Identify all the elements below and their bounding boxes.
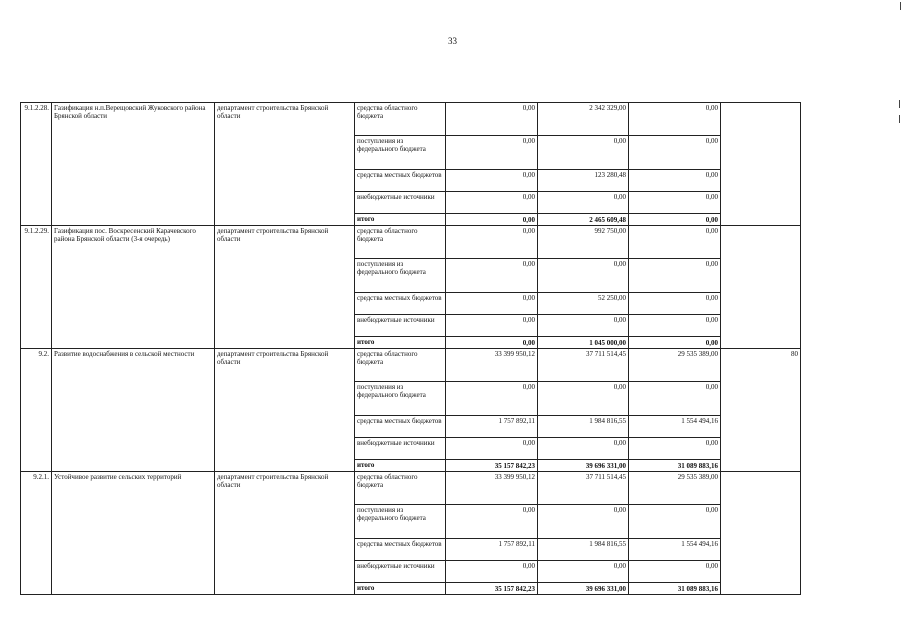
amount-year-2: 1 984 816,55: [538, 539, 629, 561]
funding-source: поступления из федерального бюджета: [355, 259, 446, 293]
funding-source: внебюджетные источники: [355, 315, 446, 337]
funding-source: поступления из федерального бюджета: [355, 505, 446, 539]
amount-year-1: 0,00: [446, 561, 538, 583]
item-code: 9.2.1.: [21, 472, 52, 595]
amount-year-3: 0,00: [629, 315, 721, 337]
table-row: [21, 226, 801, 259]
indicator-value: [721, 472, 801, 595]
scan-edge-mark: [899, 100, 900, 108]
item-code: 9.1.2.29.: [21, 226, 52, 349]
table-row: [21, 103, 801, 136]
amount-year-1: 0,00: [446, 337, 538, 349]
amount-year-1: 0,00: [446, 382, 538, 416]
amount-year-3: 0,00: [629, 505, 721, 539]
item-executor: департамент строительства Брянской области: [215, 103, 355, 226]
amount-year-3: 0,00: [629, 382, 721, 416]
amount-year-2: 52 250,00: [538, 293, 629, 315]
amount-year-3: 0,00: [629, 103, 721, 136]
item-code: 9.1.2.28.: [21, 103, 52, 226]
amount-year-2: 39 696 331,00: [538, 583, 629, 595]
amount-year-2: 39 696 331,00: [538, 460, 629, 472]
amount-year-2: 0,00: [538, 259, 629, 293]
amount-year-1: 33 399 950,12: [446, 349, 538, 382]
amount-year-2: 0,00: [538, 382, 629, 416]
item-code: 9.2.: [21, 349, 52, 472]
item-name: Газификация н.п.Верещовский Жуковского района Брянской области: [52, 103, 215, 226]
amount-year-1: 0,00: [446, 226, 538, 259]
item-name: Развитие водоснабжения в сельской местности: [52, 349, 215, 472]
amount-year-1: 0,00: [446, 192, 538, 214]
item-executor: департамент строительства Брянской области: [215, 226, 355, 349]
amount-year-1: 0,00: [446, 214, 538, 226]
amount-year-3: 0,00: [629, 192, 721, 214]
amount-year-3: 0,00: [629, 293, 721, 315]
amount-year-3: 0,00: [629, 438, 721, 460]
amount-year-2: 123 280,48: [538, 170, 629, 192]
table-body: [21, 103, 801, 595]
item-executor: департамент строительства Брянской области: [215, 349, 355, 472]
amount-year-1: 0,00: [446, 259, 538, 293]
amount-year-3: 0,00: [629, 561, 721, 583]
amount-year-3: 29 535 389,00: [629, 349, 721, 382]
amount-year-3: 1 554 494,16: [629, 416, 721, 438]
amount-year-3: 0,00: [629, 226, 721, 259]
funding-source: итого: [355, 583, 446, 595]
amount-year-1: 0,00: [446, 103, 538, 136]
amount-year-3: 0,00: [629, 214, 721, 226]
funding-source: итого: [355, 214, 446, 226]
scan-edge-mark: [900, 2, 901, 10]
amount-year-1: 35 157 842,23: [446, 460, 538, 472]
budget-table: [20, 102, 801, 595]
funding-source: внебюджетные источники: [355, 438, 446, 460]
amount-year-2: 0,00: [538, 561, 629, 583]
page-number: 33: [448, 36, 457, 46]
amount-year-2: 0,00: [538, 315, 629, 337]
amount-year-3: 1 554 494,16: [629, 539, 721, 561]
funding-source: поступления из федерального бюджета: [355, 136, 446, 170]
amount-year-2: 1 984 816,55: [538, 416, 629, 438]
table-row: [21, 349, 801, 382]
amount-year-2: 0,00: [538, 192, 629, 214]
amount-year-3: 0,00: [629, 259, 721, 293]
amount-year-1: 33 399 950,12: [446, 472, 538, 505]
funding-source: средства областного бюджета: [355, 103, 446, 136]
amount-year-3: 31 089 883,16: [629, 583, 721, 595]
item-executor: департамент строительства Брянской области: [215, 472, 355, 595]
funding-source: средства местных бюджетов: [355, 416, 446, 438]
amount-year-2: 1 045 000,00: [538, 337, 629, 349]
amount-year-3: 0,00: [629, 337, 721, 349]
indicator-value: 80: [721, 349, 801, 472]
scan-edge-mark: [899, 115, 900, 123]
funding-source: итого: [355, 460, 446, 472]
amount-year-2: 0,00: [538, 438, 629, 460]
amount-year-1: 0,00: [446, 505, 538, 539]
amount-year-2: 37 711 514,45: [538, 472, 629, 505]
amount-year-2: 37 711 514,45: [538, 349, 629, 382]
indicator-value: [721, 103, 801, 226]
amount-year-1: 1 757 892,11: [446, 416, 538, 438]
indicator-value: [721, 226, 801, 349]
amount-year-1: 0,00: [446, 293, 538, 315]
amount-year-2: 2 342 329,00: [538, 103, 629, 136]
amount-year-1: 35 157 842,23: [446, 583, 538, 595]
amount-year-3: 0,00: [629, 170, 721, 192]
funding-source: средства местных бюджетов: [355, 539, 446, 561]
amount-year-3: 31 089 883,16: [629, 460, 721, 472]
amount-year-2: 0,00: [538, 505, 629, 539]
funding-source: средства областного бюджета: [355, 226, 446, 259]
amount-year-1: 0,00: [446, 315, 538, 337]
amount-year-1: 1 757 892,11: [446, 539, 538, 561]
funding-source: средства местных бюджетов: [355, 293, 446, 315]
amount-year-3: 0,00: [629, 136, 721, 170]
funding-source: средства областного бюджета: [355, 472, 446, 505]
table-row: [21, 472, 801, 505]
funding-source: итого: [355, 337, 446, 349]
amount-year-1: 0,00: [446, 170, 538, 192]
amount-year-2: 0,00: [538, 136, 629, 170]
funding-source: поступления из федерального бюджета: [355, 382, 446, 416]
item-name: Газификация пос. Воскресенский Карачевского района Брянской области (3-я очередь): [52, 226, 215, 349]
funding-source: средства областного бюджета: [355, 349, 446, 382]
amount-year-1: 0,00: [446, 438, 538, 460]
funding-source: средства местных бюджетов: [355, 170, 446, 192]
amount-year-2: 2 465 609,48: [538, 214, 629, 226]
funding-source: внебюджетные источники: [355, 561, 446, 583]
amount-year-1: 0,00: [446, 136, 538, 170]
item-name: Устойчивое развитие сельских территорий: [52, 472, 215, 595]
funding-source: внебюджетные источники: [355, 192, 446, 214]
amount-year-2: 992 750,00: [538, 226, 629, 259]
amount-year-3: 29 535 389,00: [629, 472, 721, 505]
